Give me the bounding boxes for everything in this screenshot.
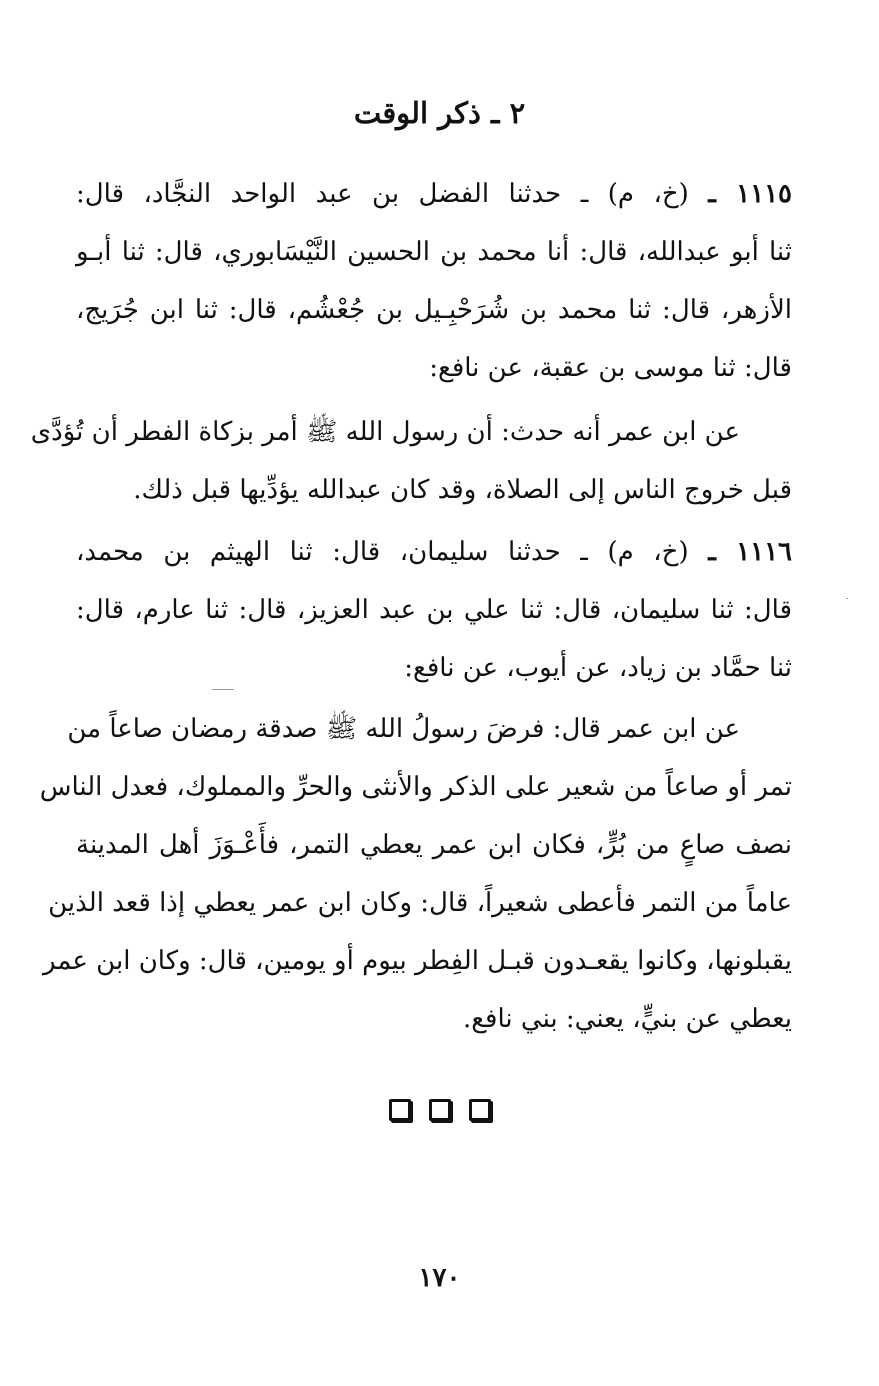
text-line: ثنا حمَّاد بن زياد، عن أيوب، عن نافع: [404, 653, 792, 683]
line-text: (خ، م) ـ حدثنا الفضل بن عبد الواحد النجَّاد، قال: [76, 179, 689, 209]
hadith-1115-isnad [76, 165, 792, 397]
text-line: ثنا أبو عبدالله، قال: أنا محمد بن الحسين النَّيْسَابوري، قال: ثنا أبـو [76, 237, 792, 267]
text-line [76, 523, 792, 581]
text-line: قبل خروج الناس إلى الصلاة، وقد كان عبدالله يؤدِّيها قبل ذلك. [133, 475, 792, 505]
page-number: ١٧٠ [418, 1263, 461, 1293]
line-text: (خ، م) ـ حدثنا سليمان، قال: ثنا الهيثم بن محمد، [76, 537, 689, 567]
text-line: يقبلونها، وكانوا يقعـدون قبـل الفِطر بيوم أو يومين، قال: وكان ابن عمر [43, 946, 792, 976]
text-line: عاماً من التمر فأعطى شعيراً، قال: وكان ابن عمر يعطي إذا قعد الذين [48, 888, 792, 918]
text-line [76, 165, 792, 223]
text-line: قال: ثنا موسى بن عقبة، عن نافع: [429, 353, 792, 383]
hadith-1116-matn [39, 700, 792, 1048]
hadith-number: ١١١٦ ـ [708, 537, 793, 567]
hadith-number: ١١١٥ ـ [708, 179, 793, 209]
text-line: تمر أو صاعاً من شعير على الذكر والأنثى والحرِّ والمملوك، فعدل الناس [39, 772, 792, 802]
text-line: نصف صاعٍ من بُرٍّ، فكان ابن عمر يعطي التمر، فأَعْـوَزَ أهل المدينة [76, 830, 792, 860]
section-separator [0, 1099, 879, 1121]
hadith-1116-isnad [76, 523, 792, 697]
square-ornament-icon [389, 1099, 411, 1121]
square-ornament-icon [429, 1099, 451, 1121]
text-line: قال: ثنا سليمان، قال: ثنا علي بن عبد العزيز، قال: ثنا عارم، قال: [76, 595, 792, 625]
text-line: يعطي عن بنيٍّ، يعني: بني نافع. [462, 1004, 792, 1034]
section-heading: ٢ ـ ذكر الوقت [353, 96, 526, 130]
text-line: عن ابن عمر قال: فرضَ رسولُ الله ﷺ صدقة رمضان صاعاً من [67, 714, 740, 744]
text-line: الأزهر، قال: ثنا محمد بن شُرَحْبِـيل بن جُعْشُم، قال: ثنا ابن جُرَيج، [76, 295, 792, 325]
hadith-1115-matn [30, 403, 792, 519]
scan-speck [212, 689, 234, 690]
square-ornament-icon [469, 1099, 491, 1121]
text-line: عن ابن عمر أنه حدث: أن رسول الله ﷺ أمر بزكاة الفطر أن تُؤدَّى [30, 417, 740, 447]
scan-speck [846, 598, 848, 599]
